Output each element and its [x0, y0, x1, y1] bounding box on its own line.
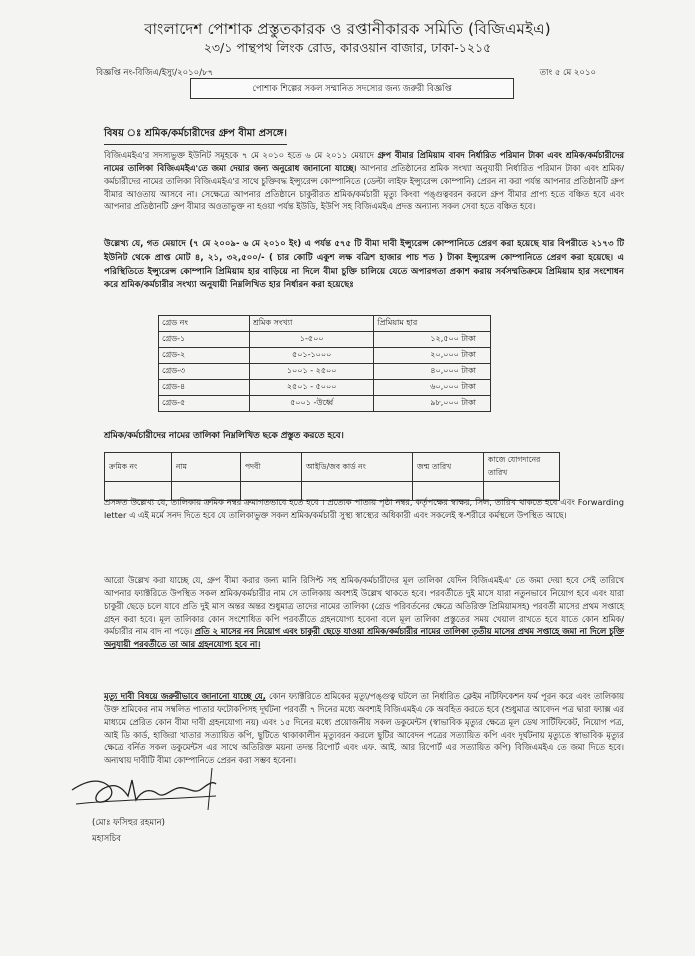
table-cell: ২০,০০০ টাকা: [374, 348, 491, 364]
notice-subject: বিষয় ঃ শ্রমিক/কর্মচারীদের গ্রুপ বীমা প্রসঙ্গে।: [104, 126, 287, 145]
paragraph-bold-text: মৃত্যু দাবী বিষয়ে জরুরীভাবে জানানো যাচ্ছে যে,: [104, 691, 266, 701]
paragraph-text: বিজিএমইএ'র সদস্যভুক্ত ইউনিট সমূহকে ৭ মে ২০১০ হতে ৬ মে ২০১১ মেয়াদে: [104, 150, 378, 160]
table-cell: গ্রেড-১: [159, 332, 250, 348]
column-header: শ্রমিক সংখ্যা: [249, 316, 373, 332]
paragraph-list-format: প্রসঙ্গত উল্লেখ্য যে, তালিকায় ক্রমিক নম্বর ক্রমাগতভাবে হতে হবে । প্রত্যেক পাতায় পৃষ্ঠা নম্বর, কর্তৃপক্ষের স্বাক্ষর, সিল, তারিখ থাকতে হবে এবং Forwarding letter এ এই মর্মে সনদ দিতে হবে যে তালিকাভুক্ত সকল শ্রমিক/কর্মচারী সুস্থ্য স্বাস্থ্যের অধিকারী এবং সকলেই স্ব-শরীরে কর্মস্থলে উপস্থিত আছে।: [104, 497, 624, 520]
table-cell: ৫০০১ -উর্ধ্বে: [249, 396, 373, 412]
column-header: নাম: [172, 453, 241, 482]
table-cell: ১০০১ - ২৫০০: [249, 364, 373, 380]
notice-heading: পোশাক শিল্পের সকল সম্মানিত সদস্যের জন্য জরুরী বিজ্ঞপ্তি: [190, 78, 514, 99]
table-row: [159, 380, 491, 396]
table-row: [159, 396, 491, 412]
signatory-name: (মোঃ ফসিহুর রহমান): [92, 818, 165, 828]
paragraph-bold-text: উল্লেখ্য যে, গত মেয়াদে (৭ মে ২০০৯- ৬ মে ২০১০ ইং) এ পর্যন্ত ৫৭৫ টি বীমা দাবী ইন্স্যুরেন্স কোম্পানিতে প্রেরণ করা হয়েছে যার বিপরীতে ২১৭৩ টি ইউনিট থেকে প্রাপ্ত মোট ৪, ২১, ৩২,৫০০/- ( চার কোটি একুশ লক্ষ বত্রিশ হাজার পাচ শত ) টাকা ইন্স্যুরেন্স কোম্পানিতে প্রেরণ করা হয়েছে। এ পরিস্থিতিতে ইন্স্যুরেন্স কোম্পানি প্রিমিয়াম হার বাড়িয়ে না দিলে বীমা চুক্তি চালিয়ে যেতে অপারগতা প্রকাশ করায় সর্বসম্মতিক্রমে প্রিমিয়াম হার সংশোধন করে শ্রমিক/কর্মচারীর সংখ্যা অনুযায়ী নিম্নলিখিত হার নির্ধারন করা হয়েছেঃ: [104, 239, 624, 291]
table-cell: ১২,৫০০ টাকা: [374, 332, 491, 348]
column-header: আইডি/জব কার্ড নং: [302, 453, 413, 482]
table-cell: গ্রেড-৪: [159, 380, 250, 396]
table-cell: গ্রেড-৩: [159, 364, 250, 380]
table-header-row: [159, 316, 491, 332]
paragraph-text: আপনার প্রতিষ্ঠানের শ্রমিক সংখ্যা অনুযায়ী নির্ধারিত পরিমান টাকা এবং শ্রমিক/কর্মচারীদের নামের তালিকা বিজিএমইএ'র সাথে চুক্তিবদ্ধ ইন্স্যুরেন্স কোম্পানিতে (ডেল্টা লাইফ ইন্স্যুরেন্স কোম্পানি) প্রেরন না করা পর্যন্ত আপনার প্রতিষ্ঠানটি গ্রুপ বীমার আওতায় আসবে না। সেক্ষেত্রে আপনার প্রতিষ্ঠানে চাকুরীরত শ্রমিক/কর্মচারী মৃত্যু কিংবা পঙ্গুত্ববরন করলে গ্রুপ বীমার প্রাপ্য হতে বঞ্চিত হবে এবং আপনার প্রতিষ্ঠানটি গ্রুপ বীমার অওতাভুক্ত না হওয়া পর্যন্ত ইউডি, ইউপি সহ বিজিএমইএ প্রদত্ত অন্যান্য সকল সেবা হতে বঞ্চিত হবে।: [104, 162, 624, 212]
paragraph-text: আরো উল্লেখ করা যাচ্ছে যে, গ্রুপ বীমা করার জন্য মানি রিসিপ্ট সহ শ্রমিক/কর্মচারীদের মূল তালিকা যেদিন বিজিএমইএ' তে জমা দেয়া হবে সেই তারিখে আপনার ফ্যাক্টরিতে উপস্থিত সকল শ্রমিক/কর্মচারীর নাম সে তালিকায় অবশ্যই উল্লেখ থাকতে হবে। পরবর্তীতে দুই মাসে যারা নতুনভাবে নিয়োগ হবে এবং যারা চাকুরী ছেড়ে চলে যাবে প্রতি দুই মাস অন্তর অন্তর শুধুমাত্র তাদের নামের তালিকা (গ্রেড পরিবর্তনের ক্ষেত্রে অতিরিক্ত প্রিমিয়ামসহ) পরবর্তী মাসের প্রথম সপ্তাহে গ্রহন করা হবে। মূল তালিকার কোন সংশোধিত কপি পরবর্তীতে গ্রহনযোগ্য হবেনা বলে মূল তালিকা প্রস্তুতের সময় খেয়াল রাখতে হবে যাতে কোন শ্রমিক/কর্মচারীর নাম বাদ না পড়ে।: [104, 575, 624, 637]
table-cell: গ্রেড-৫: [159, 396, 250, 412]
column-header: গ্রেড নং: [159, 316, 250, 332]
org-address: ২৩/১ পান্থপথ লিংক রোড, কারওয়ান বাজার, ঢাকা-১২১৫: [203, 40, 492, 55]
worker-list-template-table: [104, 452, 560, 501]
table-cell: ১-৫০০: [249, 332, 373, 348]
column-header: ক্রমিক নং: [105, 453, 172, 482]
signatory-title: মহাসচিব: [92, 834, 122, 844]
paragraph-bold-text: গ্রুপ বীমার প্রিমিয়াম বাবদ নির্ধারিত পরিমান টাকা এবং শ্রমিক/কর্মচারীদের নামের তালিকা বিজিএমইএ'তে জমা দেয়ার জন্য অনুরোধ জানানো যাচ্ছে।: [104, 150, 624, 173]
table-header-row: [105, 453, 560, 482]
premium-grade-table: [158, 315, 491, 412]
table-row: [159, 364, 491, 380]
paragraph-death-claim: [104, 690, 624, 767]
table-cell: ৪০,০০০ টাকা: [374, 364, 491, 380]
table-cell: ৯৮,০০০ টাকা: [374, 396, 491, 412]
table-cell: ৬০,০০০ টাকা: [374, 380, 491, 396]
column-header: পদবী: [241, 453, 302, 482]
paragraph-previous-term: [104, 238, 624, 293]
column-header: প্রিমিয়াম হার: [374, 316, 491, 332]
table-cell: ৫০১-১০০০: [249, 348, 373, 364]
reference-number: বিজ্ঞপ্তি নং-বিজিএ/ইস্যু/২০১০/৮৭: [96, 68, 214, 78]
notice-date: তাং ৫ মে ২০১০: [539, 68, 596, 78]
paragraph-premium-request: [104, 149, 624, 213]
paragraph-list-submission: [104, 574, 624, 651]
column-header: জন্ম তারিখ: [413, 453, 484, 482]
table-cell: ২৫০১ - ৫০০০: [249, 380, 373, 396]
table-row: [159, 348, 491, 364]
table-row: [159, 332, 491, 348]
signature-image: [66, 760, 226, 818]
column-header: কাজে যোগদানের তারিখ: [484, 453, 560, 482]
paragraph-text: কোন ফ্যাক্টরিতে শ্রমিকের মৃত্যু/পঙ্গুত্ব ঘটলে তা নির্ধারিত ক্লেইম নটিফিকেশন ফর্ম পূরন করে এবং তালিকায় উক্ত শ্রমিকের নাম সম্বলিত পাতার ফটোকপিসহ দূর্ঘটনা পরবর্তী ৭ দিনের মধ্যে অবশ্যই বিজিএমইএ কে অবহিত করতে হবে (শুধুমাত্র আবেদন পত্র দ্বারা ফ্যাক্স এর মাধ্যমে প্রেরিত কোন বীমা দাবী গ্রহনযোগ্য নয়) এবং ১৫ দিনের মধ্যে প্রয়োজনীয় সকল ডকুমেন্টস (স্বাভাবিক মৃত্যুর ক্ষেত্রে মূল ডেথ সার্টিফিকেট, নিয়োগ পত্র, আই ডি কার্ড, হাজিরা খাতার সত্যায়িত কপি, ছুটিতে থাকাকালীন মৃত্যুবরন করলে ছুটির আবেদন পত্রের সত্যায়িত কপি এবং দূর্ঘটনায় মৃত্যুতে স্বাভাবিক মৃত্যুর ক্ষেত্রে বর্নিত সকল ডকুমেন্টস এর সাথে অতিরিক্ত ময়না তদন্ত রিপোর্ট এবং এফ. আই. আর রিপোর্ট এর সত্যায়িত কপি) বিজিএমইএ তে জমা দিতে হবে। অন্যথায় দাবীটি বীমা কোম্পানিতে প্রেরন করা সম্ভব হবেনা।: [104, 691, 624, 766]
worker-list-instruction: শ্রমিক/কর্মচারীদের নামের তালিকা নিম্নলিখিত ছকে প্রস্তুত করতে হবে।: [104, 431, 344, 441]
org-name: বাংলাদেশ পোশাক প্রস্তুতকারক ও রপ্তানীকারক সমিতি (বিজিএমইএ): [144, 20, 551, 38]
paragraph-bold-text: প্রতি ২ মাসের নব নিয়োগ এবং চাকুরী ছেড়ে যাওয়া শ্রমিক/কর্মচারীর নামের তালিকা তৃতীয় মাসের প্রথম সপ্তাহে জমা না দিলে চুক্তি অনুযায়ী পরবর্তীতে তা আর গ্রহনযোগ্য হবে না।: [104, 626, 624, 650]
table-cell: গ্রেড-২: [159, 348, 250, 364]
